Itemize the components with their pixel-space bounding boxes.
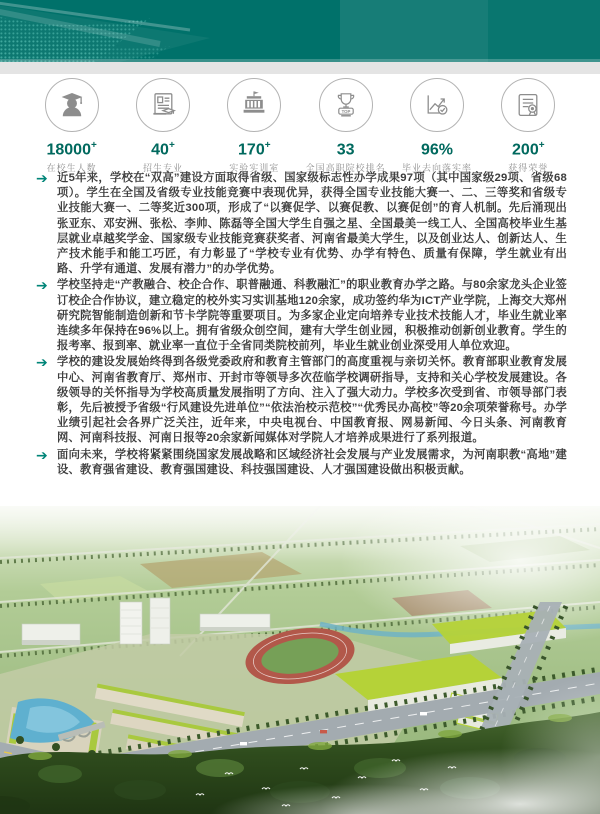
paragraph	[36, 355, 567, 446]
header-panel-light	[340, 0, 488, 62]
campus-aerial-photo	[0, 506, 600, 814]
stat-label: 在校生人数	[46, 163, 97, 174]
stat-label: 毕业去向落实率	[401, 163, 472, 174]
stat-card-students	[28, 78, 116, 174]
svg-text:TOP: TOP	[341, 109, 351, 114]
honor-certificate-icon	[501, 78, 555, 132]
arrow-bullet-icon: ➔	[36, 277, 48, 294]
stat-value: 33	[336, 141, 355, 159]
header-swoosh-pattern-icon	[0, 0, 230, 62]
stats-row	[0, 78, 600, 174]
admission-majors-icon	[136, 78, 190, 132]
school-building-icon	[227, 78, 281, 132]
stat-card-employment	[393, 78, 481, 174]
stat-label: 全国高职院校排名	[305, 163, 386, 174]
stat-card-ranking	[302, 78, 390, 174]
stat-card-majors	[119, 78, 207, 174]
arrow-bullet-icon: ➔	[36, 354, 48, 371]
paragraph-text: 面向未来，学校将紧紧围绕国家发展战略和区域经济社会发展与产业发展需求，为河南职教“高地”建设、教育强省建设、教育强国建设、科技强国建设、人才强国建设做出积极贡献。	[57, 448, 567, 476]
trophy-top-icon	[319, 78, 373, 132]
header-gray-strip	[0, 62, 600, 74]
arrow-bullet-icon: ➔	[36, 170, 48, 186]
paragraph-text: 学校坚持走“产教融合、校企合作、职普融通、科教融汇”的职业教育办学之路。与80余家龙头企业签订校企合作协议，建立稳定的校外实习实训基地120余家，成功签约华为ICT产业学院，上海交大郑州研究院智能制造创新和节卡学院等重要项目。为多家企业定向培养专业技术技能人才，毕业生就业率连续多年保持在96%以上。拥有省级众创空间，建有大学生创业园，积极推动创新创业教育。学生的报考率、报到率、就业率一直位于全省同类院校前列，毕业生就业创业深受用人单位欢迎。	[57, 279, 567, 353]
paragraph-text: 学校的建设发展始终得到各级党委政府和教育主管部门的高度重视与亲切关怀。教育部职业教育发展中心、河南省教育厅、郑州市、开封市等领导多次莅临学校调研指导，支持和关心学校发展建设。各级领导的关怀指导为学校高质量发展指明了方向、注入了强大动力。学校多次受到省、市领导部门表彰，先后被授予省级“行风建设先进单位”“依法治校示范校”“优秀民办高校”等20余项荣誉称号。办学业绩引起社会各界广泛关注，近年来，中央电视台、中国教育报、网易新闻、今日头条、河南教育网、河南科技报、河南日报等20余家新闻媒体对学院人才培养成果进行了系列报道。	[57, 356, 567, 445]
stat-card-labs	[210, 78, 298, 174]
stat-value: 18000+	[46, 140, 97, 159]
header-band	[0, 0, 600, 62]
header-panel-mid	[488, 0, 600, 62]
stat-value: 200+	[512, 140, 545, 159]
stat-label: 实验实训室	[229, 163, 280, 174]
stat-value: 40+	[151, 140, 175, 159]
employment-rate-chart-icon	[410, 78, 464, 132]
stat-label: 获得荣誉	[508, 163, 549, 174]
graduate-icon	[45, 78, 99, 132]
paragraph	[36, 171, 567, 277]
body-text-section	[0, 163, 600, 479]
paragraph	[36, 278, 567, 354]
arrow-bullet-icon: ➔	[36, 446, 48, 463]
paragraph	[36, 448, 567, 478]
stat-label: 招生专业	[142, 163, 183, 174]
paragraph-text: 近5年来，学校在“双高”建设方面取得省级、国家级标志性办学成果97项（其中国家级29项、省级68项）。学生在全国及省级专业技能竞赛中表现优异，获得全国专业技能大赛一、二、三等奖和省级专业技能大赛一、二等奖近300项，形成了“以赛促学、以赛促教、以赛促创”的育人机制。先后涌现出张亚东、邓安洲、张松、李帅、陈磊等全国大学生自强之星、全国最美一线工人、全国高校毕业生基层就业卓越奖学金、国家级专业技能竞赛获奖者、河南省最美大学生，以及创业达人、创新达人、生产技术能手和能工巧匠，有力彰显了“学校专业有优势、办学有特色、质量有保障，学生就业有出路、升学有通道、发展有潜力”的办学优势。	[57, 172, 567, 276]
stat-card-honors	[484, 78, 572, 174]
stat-value: 170+	[238, 140, 271, 159]
stat-value: 96%	[420, 141, 453, 159]
